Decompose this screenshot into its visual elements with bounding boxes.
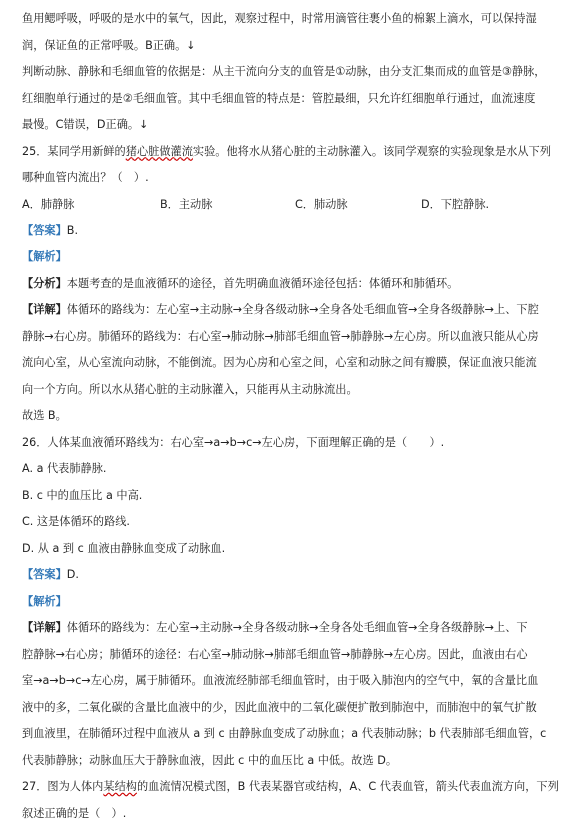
q25-xiangjie-text: 体循环的路线为：左心室→主动脉→全身各级动脉→全身各处毛细血管→全身各级静脉→上、下腔	[67, 303, 539, 316]
q26-answer-value: D.	[67, 568, 79, 581]
q25-stem-pre: 25．某同学用新鲜的	[22, 145, 126, 158]
q25-fenxi	[22, 271, 562, 298]
analysis-tag: 【解析】	[22, 595, 67, 608]
q25-stem-line-2: 哪种血管内流出？（ ）.	[22, 165, 562, 192]
fenxi-tag: 【分析】	[22, 277, 67, 290]
q27-stem-highlight: 某结构	[103, 780, 137, 793]
q27-stem-pre: 27．图为人体内	[22, 780, 103, 793]
q26-xiangjie-line: 腔静脉→右心房；肺循环的途径：右心室→肺动脉→肺部毛细血管→肺静脉→左心房。因此，血液由右心	[22, 642, 562, 669]
q25-xiangjie-line: 静脉→右心房。肺循环的路线为：右心室→肺动脉→肺部毛细血管→肺静脉→左心房。所以血液只能从心房	[22, 324, 562, 351]
text-line: 润，保证鱼的正常呼吸。B正确。↓	[22, 33, 562, 60]
q25-option-a: A．肺静脉	[22, 192, 160, 218]
q25-xiangjie-line: 流向心室，从心室流向动脉，不能倒流。因为心房和心室之间，心室和动脉之间有瓣膜，保证血液只能流	[22, 350, 562, 377]
q25-answer-value: B.	[67, 224, 78, 237]
q25-option-b: B．主动脉	[160, 192, 295, 218]
q26-option-c: C. 这是体循环的路线.	[22, 509, 562, 536]
analysis-tag: 【解析】	[22, 250, 67, 263]
q25-stem-post: 实验。他将水从猪心脏的主动脉灌入。该同学观察的实验现象是水从下列	[193, 145, 551, 158]
q25-option-c: C．肺动脉	[295, 192, 421, 218]
q26-option-a: A. a 代表肺静脉.	[22, 456, 562, 483]
q26-option-b: B. c 中的血压比 a 中高.	[22, 483, 562, 510]
q26-analysis-tag	[22, 589, 562, 616]
xiangjie-tag: 【详解】	[22, 303, 67, 316]
q26-answer	[22, 562, 562, 589]
text-line: 最慢。C错误，D正确。↓	[22, 112, 562, 139]
text-line: 鱼用鳃呼吸，呼吸的是水中的氧气，因此，观察过程中，时常用滴管往裹小鱼的棉絮上滴水，可以保持湿	[22, 6, 562, 33]
q25-stem-highlight: 猪心脏做灌流	[126, 145, 193, 158]
q26-stem: 26．人体某血液循环路线为：右心室→a→b→c→左心房，下面理解正确的是（ ）.	[22, 430, 562, 457]
q26-xiangjie-line: 室→a→b→c→左心房，属于肺循环。血液流经肺部毛细血管时，由于吸入肺泡内的空气中，氧的含量比血	[22, 668, 562, 695]
q26-xiangjie-line	[22, 615, 562, 642]
answer-tag: 【答案】	[22, 224, 67, 237]
q26-xiangjie-line: 代表肺静脉；动脉血压大于静脉血液，因此 c 中的血压比 a 中低。故选 D。	[22, 748, 562, 775]
q25-conclusion: 故选 B。	[22, 403, 562, 430]
q27-stem-line-1	[22, 774, 562, 801]
q26-xiangjie-text: 体循环的路线为：左心室→主动脉→全身各级动脉→全身各处毛细血管→全身各级静脉→上、下	[67, 621, 528, 634]
q26-xiangjie-line: 液中的多，二氧化碳的含量比血液中的少，因此血液中的二氧化碳便扩散到肺泡中，而肺泡中的氧气扩散	[22, 695, 562, 722]
q25-xiangjie-line: 向一个方向。所以水从猪心脏的主动脉灌入，只能再从主动脉流出。	[22, 377, 562, 404]
q25-analysis-tag	[22, 244, 562, 271]
q25-stem-line-1	[22, 139, 562, 166]
text-line: 判断动脉、静脉和毛细血管的依据是：从主干流向分支的血管是①动脉，由分支汇集而成的血管是③静脉，	[22, 59, 562, 86]
q27-stem-line-2: 叙述正确的是（ ）.	[22, 801, 562, 827]
q25-fenxi-text: 本题考查的是血液循环的途径，首先明确血液循环途径包括：体循环和肺循环。	[67, 277, 459, 290]
q25-xiangjie-line	[22, 297, 562, 324]
answer-tag: 【答案】	[22, 568, 67, 581]
xiangjie-tag: 【详解】	[22, 621, 67, 634]
q27-stem-post: 的血流情况模式图，B 代表某器官或结构，A、C 代表血管，箭头代表血流方向，下列	[137, 780, 559, 793]
q25-options	[22, 192, 562, 218]
q26-option-d: D. 从 a 到 c 血液由静脉血变成了动脉血.	[22, 536, 562, 563]
q25-answer	[22, 218, 562, 245]
text-line: 红细胞单行通过的是②毛细血管。其中毛细血管的特点是：管腔最细，只允许红细胞单行通过，血流速度	[22, 86, 562, 113]
q26-xiangjie-line: 到血液里，在肺循环过程中血液从 a 到 c 由静脉血变成了动脉血；a 代表肺动脉；b 代表肺部毛细血管，c	[22, 721, 562, 748]
q25-option-d: D．下腔静脉.	[421, 192, 489, 218]
